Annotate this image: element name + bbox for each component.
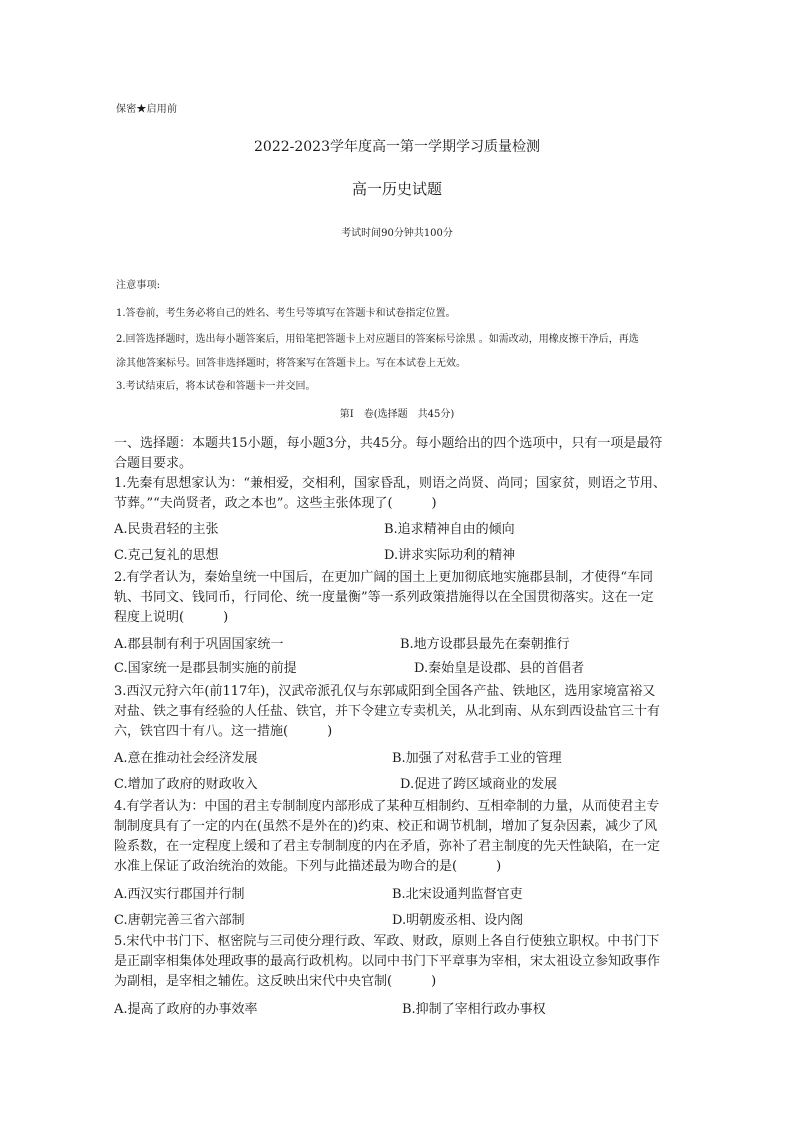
question-5-stem: 5.宋代中书门下、枢密院与三司使分理行政、军政、财政，原则上各自行使独立职权。中书门下 <box>114 934 660 949</box>
question-5-stem: 为副相，是宰相之辅佐。这反映出宋代中央官制( ) <box>114 974 437 989</box>
question-4-option-a: A.西汉实行郡国并行制 <box>114 887 245 902</box>
note-item: 2.回答选择题时，选出每小题答案后，用铅笔把答题卡上对应题目的答案标号涂黑 。如需改动，用橡皮擦干净后，再选 <box>116 334 639 345</box>
subject-title: 高一历史试题 <box>351 180 442 198</box>
question-3-option-c: C.增加了政府的财政收入 <box>114 777 258 792</box>
question-4-stem: 水准上保证了政治统治的效能。下列与此描述最为吻合的是( ) <box>114 859 502 874</box>
question-2-option-b: B.地方设郡县最先在秦朝推行 <box>400 637 570 652</box>
question-1-option-a: A.民贵君轻的主张 <box>114 522 219 537</box>
question-5-option-a: A.提高了政府的办事效率 <box>114 1002 258 1017</box>
question-2-stem: 程度上说明( ) <box>114 610 229 625</box>
question-3-stem: 3.西汉元狩六年(前117年)，汉武帝派孔仅与东郭咸阳到全国各产盐、铁地区，选用家境富裕又 <box>114 684 656 699</box>
question-4-stem: 4.有学者认为：中国的君主专制制度内部形成了某种互相制约、互相牵制的力量，从而使君主专 <box>114 799 660 814</box>
question-2-option-c: C.国家统一是郡县制实施的前提 <box>114 661 297 676</box>
question-2-stem: 轨、书同文、钱同币，行同伦、统一度量衡”等一系列政策措施得以在全国贯彻落实。这在一定 <box>114 590 654 605</box>
question-2-option-a: A.郡县制有利于巩固国家统一 <box>114 637 284 652</box>
question-2-stem: 2.有学者认为，秦始皇统一中国后，在更加广阔的国土上更加彻底地实施郡县制，才使得“车同 <box>114 570 654 585</box>
question-3-stem: 对盐、铁之事有经验的人任盐、铁官，并下令建立专卖机关，从北到南、从东到西设盐官三十有 <box>114 704 661 719</box>
question-1-option-c: C.克己复礼的思想 <box>114 548 219 563</box>
part-title: 第Ⅰ 卷(选择题 共45分) <box>339 409 455 420</box>
question-1-option-b: B.追求精神自由的倾向 <box>384 522 515 537</box>
note-item: 3.考试结束后，将本试卷和答题卡一并交回。 <box>116 381 316 392</box>
section-instructions: 合题目要求。 <box>114 456 193 471</box>
question-4-option-c: C.唐朝完善三省六部制 <box>114 913 245 928</box>
question-3-option-a: A.意在推动社会经济发展 <box>114 751 258 766</box>
question-3-stem: 六，铁官四十有八。这一措施( ) <box>114 724 333 739</box>
exam-title: 2022-2023学年度高一第一学期学习质量检测 <box>254 139 540 155</box>
question-3-option-b: B.加强了对私营手工业的管理 <box>392 751 562 766</box>
question-2-option-d: D.秦始皇是设郡、县的首倡者 <box>414 661 585 676</box>
question-4-option-d: D.明朝废丞相、设内阁 <box>392 913 524 928</box>
question-5-stem: 是正副宰相集体处理政事的最高行政机构。以同中书门下平章事为宰相，宋太祖设立参知政事作 <box>114 954 661 969</box>
question-4-option-b: B.北宋设通判监督官吏 <box>392 887 523 902</box>
exam-time: 考试时间90分钟共100分 <box>341 228 453 239</box>
question-3-option-d: D.促进了跨区域商业的发展 <box>400 777 558 792</box>
question-4-stem: 制制度具有了一定的内在(虽然不是外在的)约束、校正和调节机制，增加了复杂因素，减少了风 <box>114 819 658 834</box>
confidential-mark: 保密★启用前 <box>116 104 178 115</box>
note-item: 涂其他答案标号。回答非选择题时，将答案写在答题卡上。写在本试卷上无效。 <box>116 358 466 369</box>
note-item: 1.答卷前，考生务必将自己的姓名、考生号等填写在答题卡和试卷指定位置。 <box>116 308 456 319</box>
question-1-option-d: D.讲求实际功利的精神 <box>384 548 516 563</box>
question-5-option-b: B.抑制了宰相行政办事权 <box>402 1002 546 1017</box>
question-4-stem: 险系数，在一定程度上缓和了君主专制制度的内在矛盾，弥补了君主制度的先天性缺陷，在一定 <box>114 839 661 854</box>
notes-heading: 注意事项: <box>116 280 161 291</box>
question-1-stem: 节葬。”“夫尚贤者，政之本也”。这些主张体现了( ) <box>114 496 437 511</box>
question-1-stem: 1.先秦有思想家认为：“兼相爱，交相利，国家昏乱，则语之尚贤、尚同；国家贫，则语之节用、 <box>114 476 667 491</box>
section-instructions: 一、选择题：本题共15小题，每小题3分，共45分。每小题给出的四个选项中，只有一项是最符 <box>114 436 663 451</box>
